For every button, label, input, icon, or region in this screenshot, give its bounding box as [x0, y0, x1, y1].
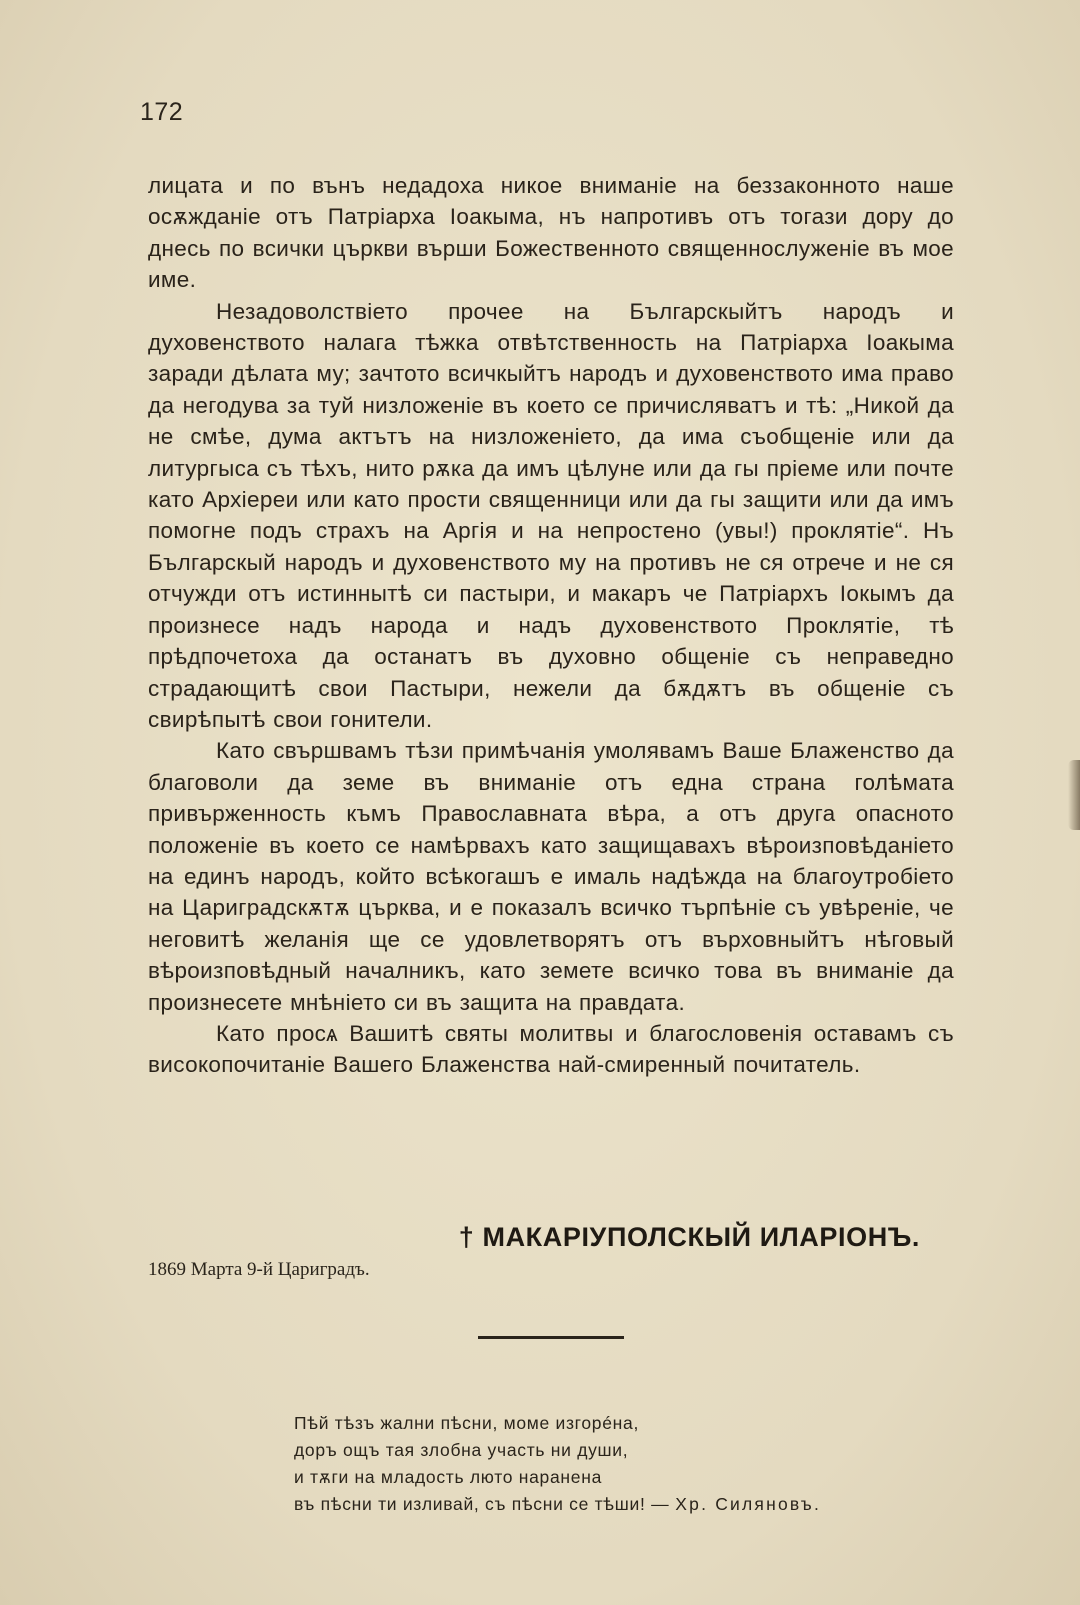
poem-line-text: въ пѣсни ти изливай, съ пѣсни се тѣши! — [294, 1494, 670, 1514]
page-number: 172 [140, 98, 184, 126]
letter-body [148, 170, 954, 1081]
poem-line-last [294, 1491, 974, 1518]
poem-line: и тѫги на младость люто наранена [294, 1467, 603, 1487]
epigraph-poem [294, 1410, 974, 1518]
poem-line: Пѣй тѣзъ жални пѣсни, моме изгорéна, [294, 1413, 640, 1433]
poem-author: Хр. Силяновъ. [675, 1494, 822, 1514]
poem-line: доръ ощъ тая злобна участь ни души, [294, 1440, 629, 1460]
dateline: 1869 Марта 9-й Цариградъ. [148, 1259, 370, 1280]
section-divider [478, 1336, 624, 1339]
paragraph: Като свършвамъ тѣзи примѣчанія умолявамъ Ваше Блаженство да благоволи да земе въ вниманіе отъ една страна голѣмата привърженность къмъ Православната вѣра, а отъ друга опасното положеніе въ което се намѣрвахъ като защищавахъ вѣроизповѣданіето на единъ народъ, който всѣкогашъ е ималь надѣжда на благоутробіето на Цариградскѫтѫ църква, и е показалъ всичко търпѣніе съ увѣреніе, че неговитѣ желанія ще се удовлетворятъ отъ върховныйтъ нѣговый вѣроизповѣдный началникъ, като земете всичко това въ вниманіе да произнесете мнѣніето си въ защита на правдата. [148, 738, 954, 1015]
signature: † МАКАРІУПОЛСКЫЙ ИЛАРІОНЪ. [458, 1222, 920, 1252]
page-edge-mark [1068, 760, 1080, 830]
paragraph: Незадоволствіето прочее на Българскыйтъ народъ и духовенството налага тѣжка отвѣтственность на Патріарха Іоакыма заради дѣлата му; зачтото всичкыйтъ народъ и духовенството има право да негодува за туй низложеніе въ което се причисляватъ и тѣ: „Никой да не смѣе, дума актътъ на низложеніето, да има съобщеніе или да литургыса съ тѣхъ, нито рѫка да имъ цѣлуне или да гы пріеме или почте като Архіереи или като прости священници или да гы защити или да имъ помогне подъ страхъ на Аргія и на непростено (увы!) проклятіе“. Нъ Българскый народъ и духовенството му на противъ не ся отрече и не ся отчужди отъ истиннытѣ си пастыри, и макаръ че Патріархъ Іокымъ да произнесе надъ народа и надъ духовенството Проклятіе, тѣ прѣдпочетоха да останатъ въ духовно общеніе съ неправедно страдающитѣ свои Пастыри, нежели да бѫдѫтъ въ общеніе съ свирѣпытѣ свои гонители. [148, 298, 954, 732]
paragraph: Като просѧ Вашитѣ святы молитвы и благословенія оставамъ съ високопочитаніе Вашего Блаженства най-смиренный почитатель. [148, 1020, 954, 1078]
paragraph-continuation: лицата и по вънъ недадоха никое вниманіе на беззаконното наше осѫжданіе отъ Патріарха Іоакыма, нъ напротивъ отъ тогази дору до днесь по всички църкви върши Божественното священнослуженіе въ мое име. [148, 173, 954, 293]
